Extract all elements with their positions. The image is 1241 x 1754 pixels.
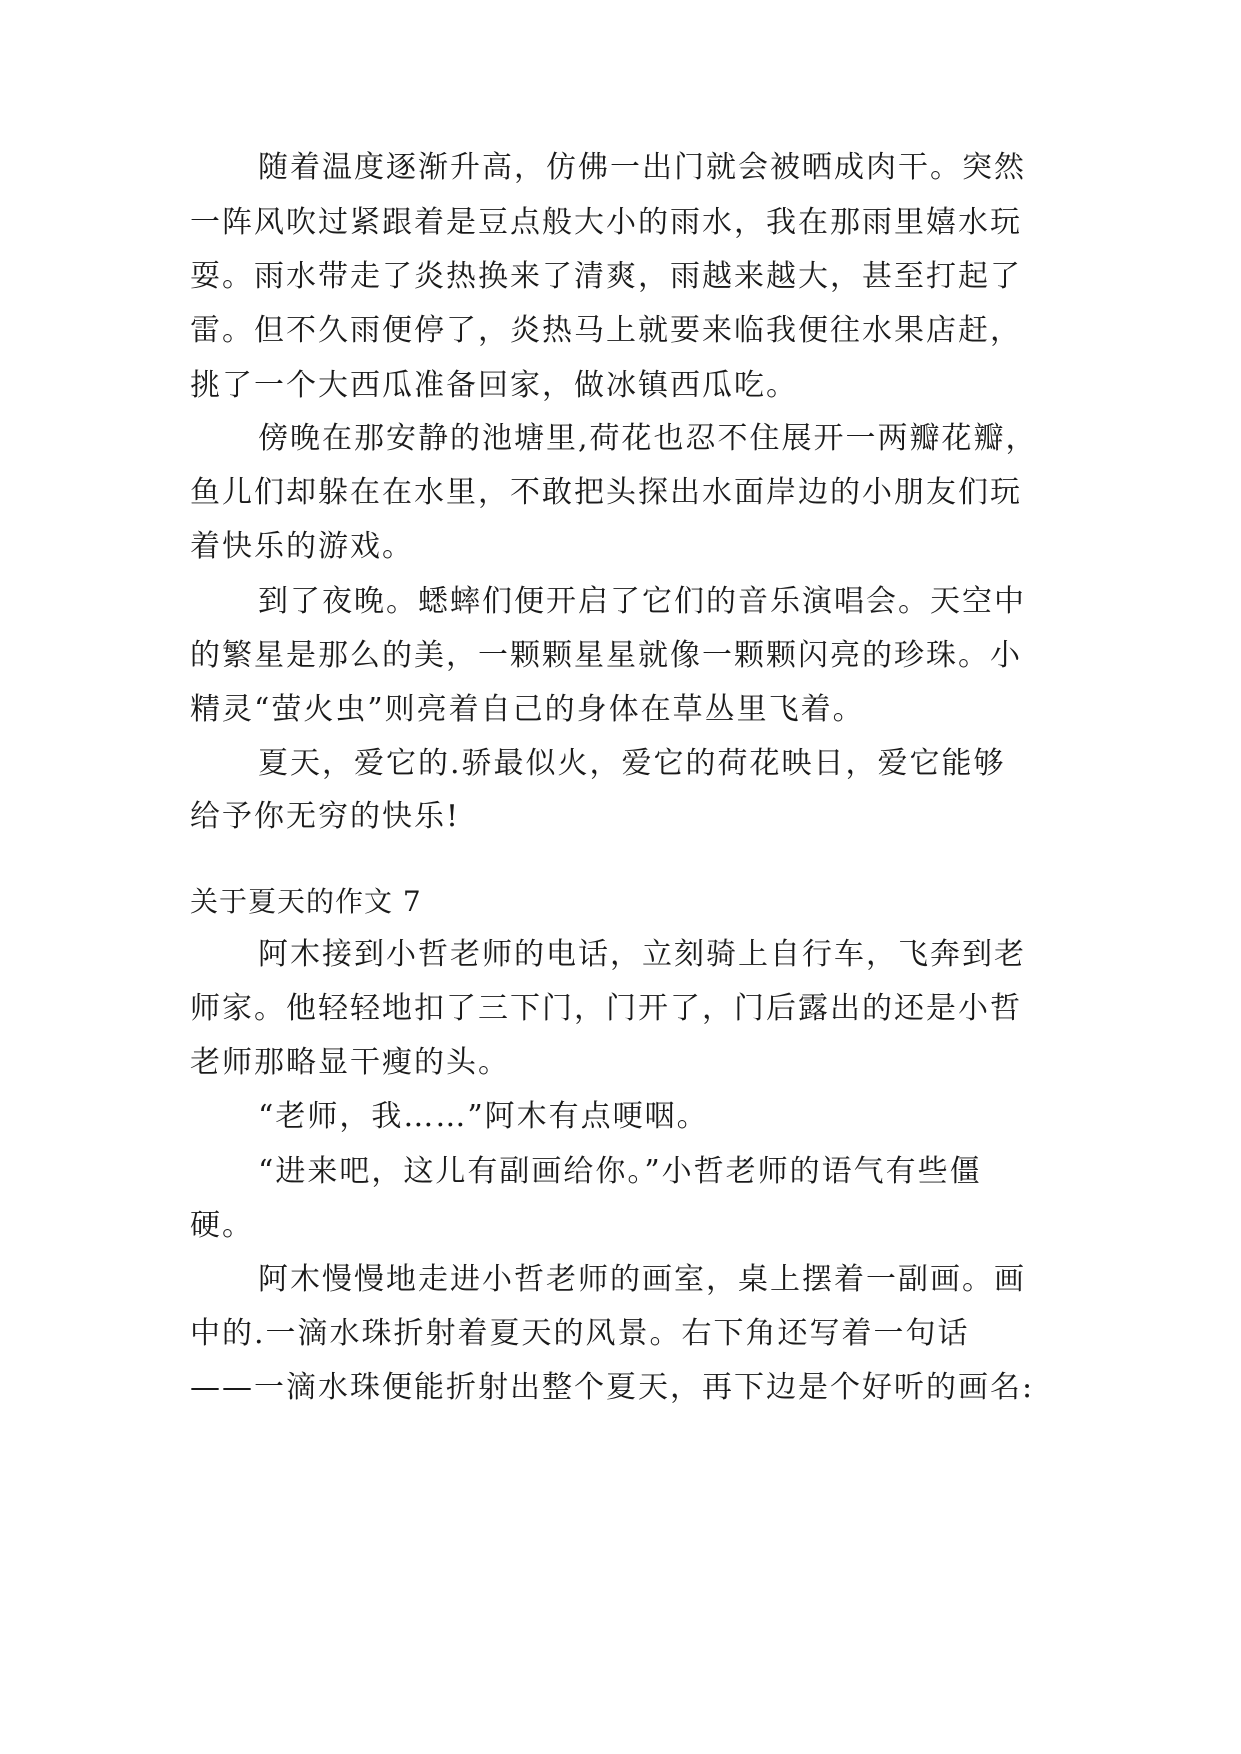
paragraph-line: 硬。 [190,1208,254,1243]
paragraph-line: “老师，我……”阿木有点哽咽。 [258,1099,709,1134]
paragraph-line: 师家。他轻轻地扣了三下门，门开了，门后露出的还是小哲 [190,991,1022,1026]
paragraph-line: 给予你无穷的快乐! [190,799,461,834]
paragraph-line: ——一滴水珠便能折射出整个夏天，再下边是个好听的画名: [190,1370,1035,1405]
paragraph-line: 老师那略显干瘦的头。 [190,1045,510,1080]
paragraph-line: 耍。雨水带走了炎热换来了清爽，雨越来越大，甚至打起了 [190,259,1022,294]
paragraph-line: 雷。但不久雨便停了，炎热马上就要来临我便往水果店赶， [190,313,1022,348]
section-heading: 关于夏天的作文 7 [190,885,422,918]
paragraph-line: 傍晚在那安静的池塘里,荷花也忍不住展开一两瓣花瓣， [258,421,1038,456]
paragraph-line: 鱼儿们却躲在在水里，不敢把头探出水面岸边的小朋友们玩 [190,475,1022,510]
paragraph-line: 中的.一滴水珠折射着夏天的风景。右下角还写着一句话 [190,1316,970,1351]
paragraph-line: 随着温度逐渐升高，仿佛一出门就会被晒成肉干。突然 [258,150,1026,185]
paragraph-line: 挑了一个大西瓜准备回家，做冰镇西瓜吃。 [190,368,798,403]
paragraph-line: 精灵“萤火虫”则亮着自己的身体在草丛里飞着。 [190,692,865,727]
paragraph-line: 阿木接到小哲老师的电话，立刻骑上自行车，飞奔到老 [258,937,1026,972]
paragraph-line: 的繁星是那么的美，一颗颗星星就像一颗颗闪亮的珍珠。小 [190,638,1022,673]
paragraph-line: 一阵风吹过紧跟着是豆点般大小的雨水，我在那雨里嬉水玩 [190,205,1022,240]
paragraph-line: 到了夜晚。蟋蟀们便开启了它们的音乐演唱会。天空中 [258,584,1026,619]
paragraph-line: 夏天，爱它的.骄最似火，爱它的荷花映日，爱它能够 [258,746,1006,781]
paragraph-line: 着快乐的游戏。 [190,529,414,564]
paragraph-line: “进来吧，这儿有副画给你。”小哲老师的语气有些僵 [258,1154,982,1189]
paragraph-line: 阿木慢慢地走进小哲老师的画室，桌上摆着一副画。画 [258,1262,1026,1297]
